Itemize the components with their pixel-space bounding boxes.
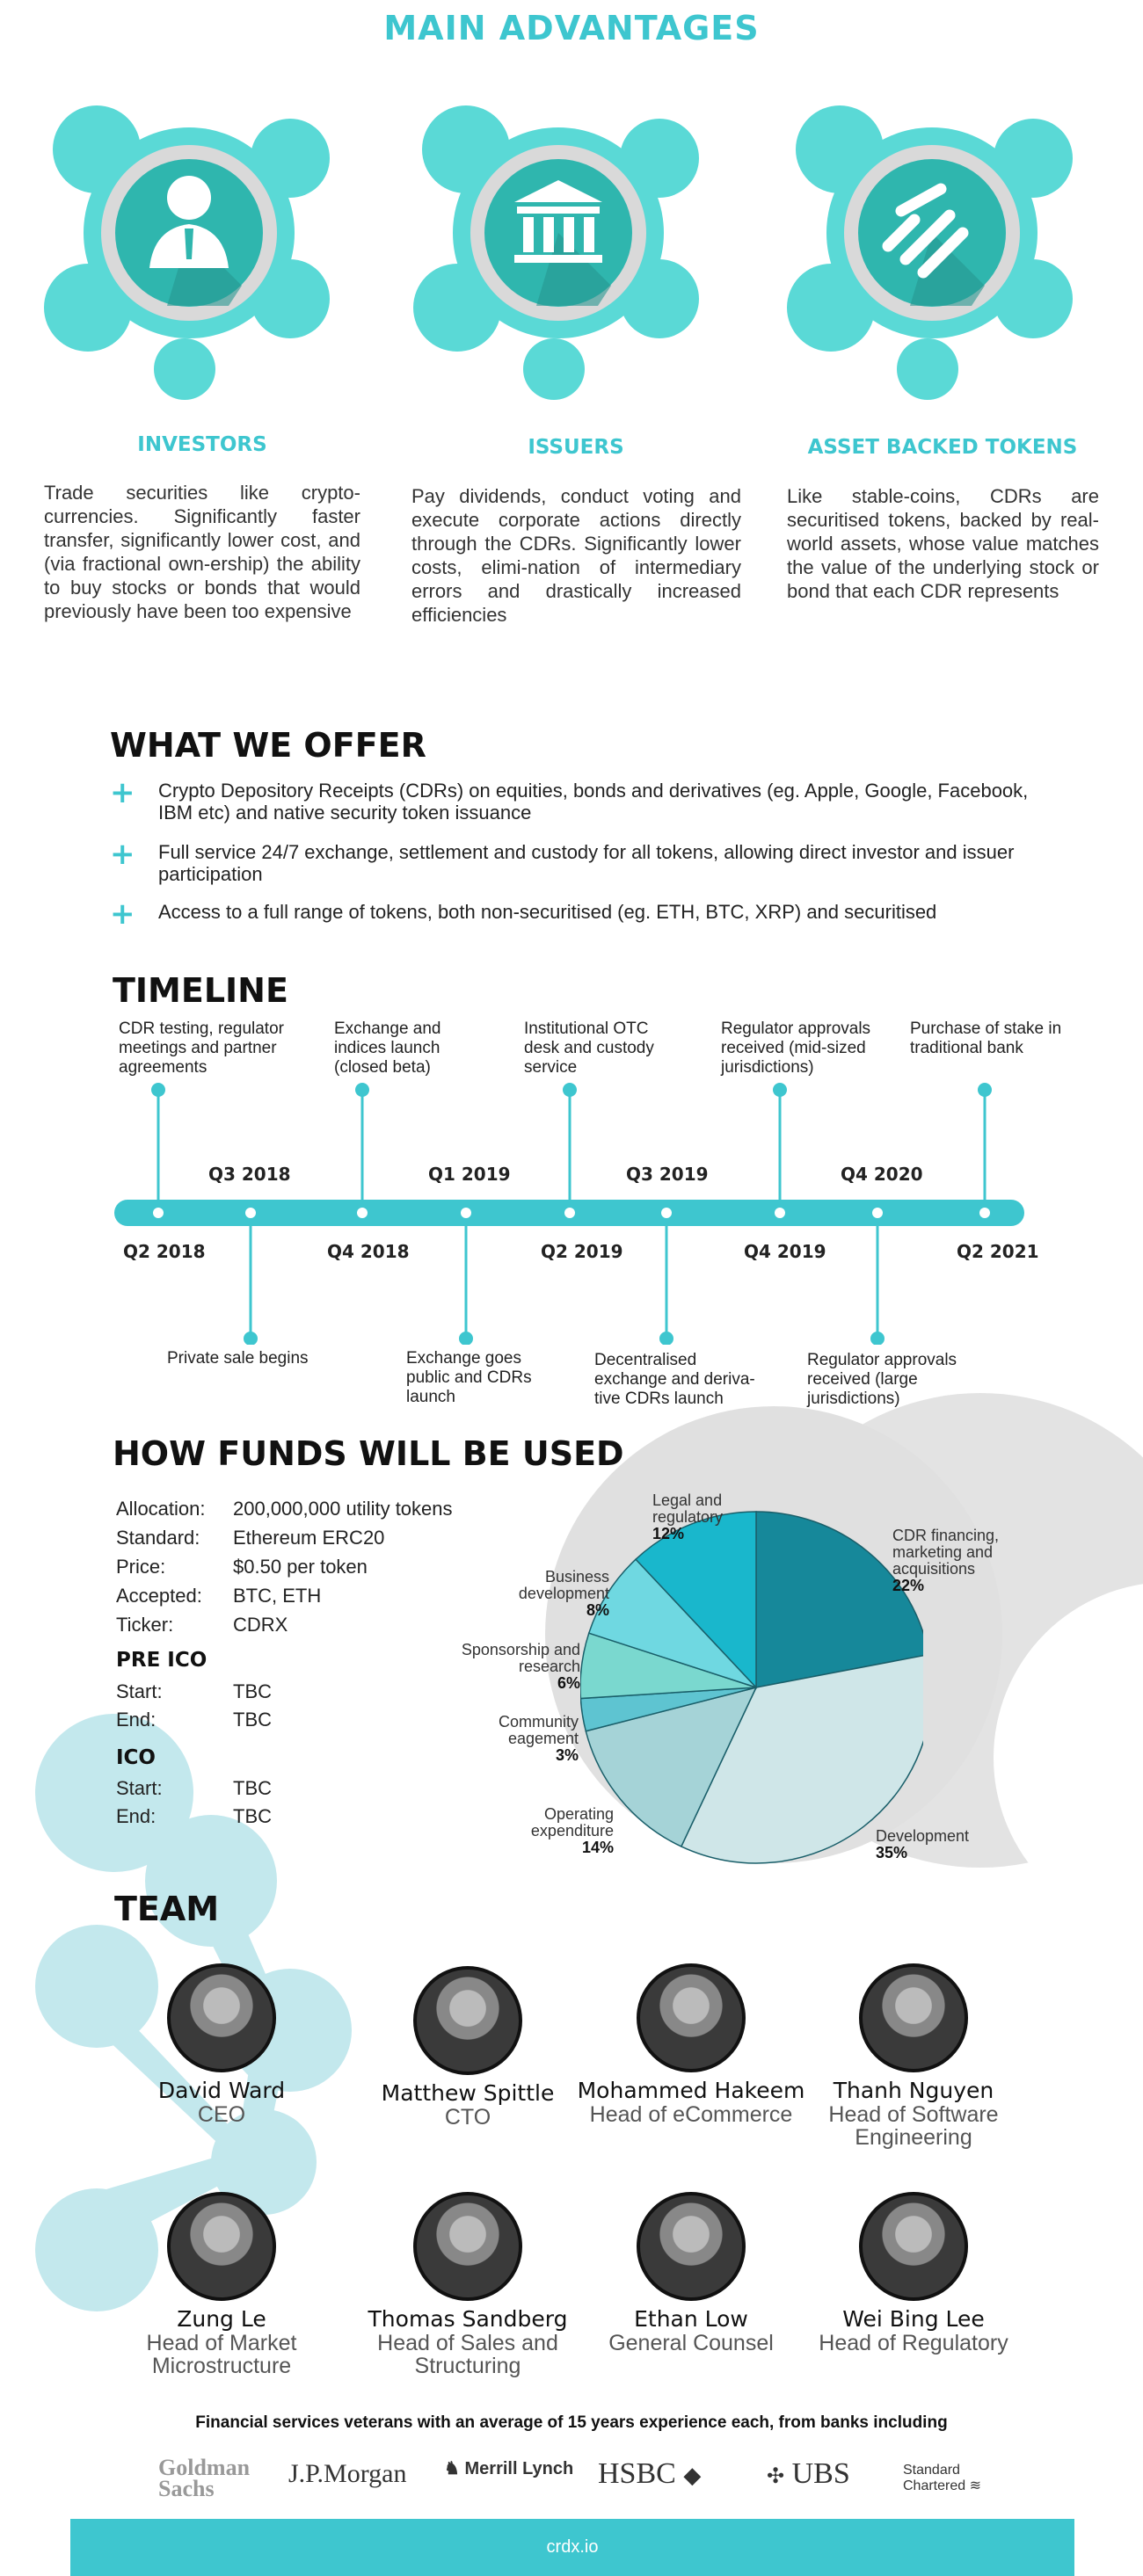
member-role: Head of Regulatory: [819, 2331, 1008, 2355]
timeline-event: Exchange and indices launch (closed beta): [334, 1020, 441, 1077]
timeline-graphic: [0, 1081, 1143, 1345]
chartered-logo-icon: ≋: [969, 2478, 982, 2493]
team-title: TEAM: [114, 1890, 220, 1928]
advantage-title-issuers: ISSUERS: [528, 436, 624, 459]
pie-label-cdr: CDR financing, marketing and acquisitions 22%: [892, 1527, 1000, 1594]
logo-jpmorgan: J.P.Morgan: [288, 2459, 407, 2488]
avatar: [637, 1963, 746, 2072]
pie-label-development: Development 35%: [876, 1827, 970, 1861]
avatar: [413, 2192, 522, 2301]
logo-ubs: ✣ UBS: [767, 2457, 850, 2490]
logo-standard-chartered: Standard Chartered ≋: [903, 2463, 982, 2493]
timeline-quarter: Q4 2019: [744, 1241, 826, 1262]
member-name: Mohammed Hakeem: [577, 2078, 805, 2103]
timeline-quarter: Q2 2018: [123, 1241, 206, 1262]
member-name: Thomas Sandberg: [368, 2306, 568, 2332]
team-member: [345, 2192, 591, 2377]
logo-goldman-sachs: Goldman Sachs: [158, 2455, 251, 2501]
footer-url[interactable]: crdx.io: [70, 2519, 1074, 2576]
logo-hsbc: HSBC ◆: [598, 2457, 702, 2490]
timeline-event: Regulator approvals received (large jurisdictions): [807, 1351, 957, 1408]
advantage-icons: [35, 79, 1117, 413]
timeline-event: CDR testing, regulator meetings and partner agreements: [119, 1020, 284, 1077]
member-role: General Counsel: [608, 2331, 774, 2355]
timeline-quarter: Q2 2021: [957, 1241, 1039, 1262]
team-member: [790, 2192, 1037, 2355]
avatar: [167, 2192, 276, 2301]
offer-item: + Access to a full range of tokens, both non-securitised (eg. ETH, BTC, XRP) and securitised: [110, 896, 937, 932]
timeline-quarter: Q1 2019: [428, 1164, 511, 1185]
pie-label-community: Community eagement 3%: [498, 1713, 579, 1764]
advantage-title-investors: INVESTORS: [137, 433, 267, 456]
member-name: Thanh Nguyen: [833, 2078, 994, 2103]
advantage-text-issuers: Pay dividends, conduct voting and execute corporate actions directly through the CDRs. Significantly lower costs, elimi-nation of intermediary errors and drastically increased efficiencies: [411, 485, 741, 626]
pie-label-sponsorship: Sponsorship and research 6%: [461, 1641, 580, 1692]
avatar: [413, 1966, 522, 2075]
avatar: [859, 1963, 968, 2072]
member-role: CTO: [444, 2105, 491, 2130]
member-role: Head of Software Engineering: [828, 2102, 999, 2150]
funds-pie-chart: [580, 1477, 923, 1881]
plus-icon: +: [110, 775, 135, 810]
timeline-title: TIMELINE: [113, 971, 288, 1010]
team-member: [345, 1966, 591, 2129]
timeline-event: Private sale begins: [167, 1349, 309, 1368]
team-member: [568, 1963, 814, 2126]
advantage-text-tokens: Like stable-coins, CDRs are securitised tokens, backed by real-world assets, whose value matches the value of the underlying stock or bond that each CDR represents: [787, 485, 1099, 602]
funds-title: HOW FUNDS WILL BE USED: [113, 1434, 624, 1473]
member-name: Matthew Spittle: [381, 2080, 555, 2106]
timeline-quarter: Q4 2020: [841, 1164, 923, 1185]
member-name: Ethan Low: [634, 2306, 748, 2332]
team-member: [98, 1963, 345, 2126]
avatar: [637, 2192, 746, 2301]
plus-icon: +: [110, 896, 135, 932]
timeline-quarter: Q3 2019: [626, 1164, 709, 1185]
offer-item: + Crypto Depository Receipts (CDRs) on equities, bonds and derivatives (eg. Apple, Google, Facebook, IBM etc) and native security token issuance: [110, 775, 1029, 824]
pie-label-legal: Legal and regulatory 12%: [652, 1491, 724, 1542]
offer-title: WHAT WE OFFER: [110, 726, 426, 765]
pie-label-operating: Operating expenditure 14%: [530, 1805, 614, 1856]
logo-merrill-lynch: ♞ Merrill Lynch: [444, 2459, 574, 2478]
team-member: [790, 1963, 1037, 2149]
veterans-text: Financial services veterans with an average of 15 years experience each, from banks including: [195, 2413, 948, 2432]
member-role: Head of Sales and Structuring: [377, 2331, 558, 2378]
timeline-event: Regulator approvals received (mid-sized jurisdictions): [721, 1020, 871, 1077]
funds-details: Allocation: 200,000,000 utility tokens Standard: Ethereum ERC20 Price: $0.50 per token Accepted: BTC, ETH Ticker: CDRX PRE ICO Start: TBC End: TBC ICO Start: TBC End: TBC: [116, 1498, 453, 1827]
avatar: [859, 2192, 968, 2301]
keys-icon: ✣: [767, 2465, 785, 2488]
timeline-event: Institutional OTC desk and custody service: [524, 1020, 654, 1077]
timeline-quarter: Q3 2018: [208, 1164, 291, 1185]
timeline-event: Decentralised exchange and deriva-tive CDRs launch: [594, 1351, 755, 1408]
advantage-title-tokens: ASSET BACKED TOKENS: [807, 436, 1078, 459]
advantage-text-investors: Trade securities like crypto-currencies. Significantly faster transfer, significantly lower cost, and (via fractional own-ership) the ability to buy stocks or bonds that would previously have been too expensive: [44, 482, 360, 622]
avatar: [167, 1963, 276, 2072]
pre-ico-title: PRE ICO: [116, 1649, 207, 1672]
member-role: CEO: [197, 2102, 246, 2127]
hsbc-hexagon-icon: ◆: [683, 2463, 702, 2488]
member-name: Zung Le: [177, 2306, 266, 2332]
member-name: Wei Bing Lee: [842, 2306, 985, 2332]
ico-title: ICO: [116, 1746, 156, 1769]
plus-icon: +: [110, 837, 135, 872]
offer-item: + Full service 24/7 exchange, settlement and custody for all tokens, allowing direct investor and issuer participation: [110, 837, 1015, 885]
timeline-quarter: Q4 2018: [327, 1241, 410, 1262]
member-name: David Ward: [157, 2078, 286, 2103]
timeline-event: Exchange goes public and CDRs launch: [406, 1349, 532, 1406]
main-advantages-title: MAIN ADVANTAGES: [383, 9, 760, 47]
pie-label-business: Business development 8%: [518, 1568, 609, 1619]
member-role: Head of eCommerce: [589, 2102, 793, 2127]
timeline-event: Purchase of stake in traditional bank: [910, 1020, 1062, 1057]
bull-icon: ♞: [444, 2459, 460, 2478]
timeline-quarter: Q2 2019: [541, 1241, 623, 1262]
team-member: [98, 2192, 345, 2377]
member-role: Head of Market Microstructure: [146, 2331, 297, 2378]
team-member: [568, 2192, 814, 2355]
